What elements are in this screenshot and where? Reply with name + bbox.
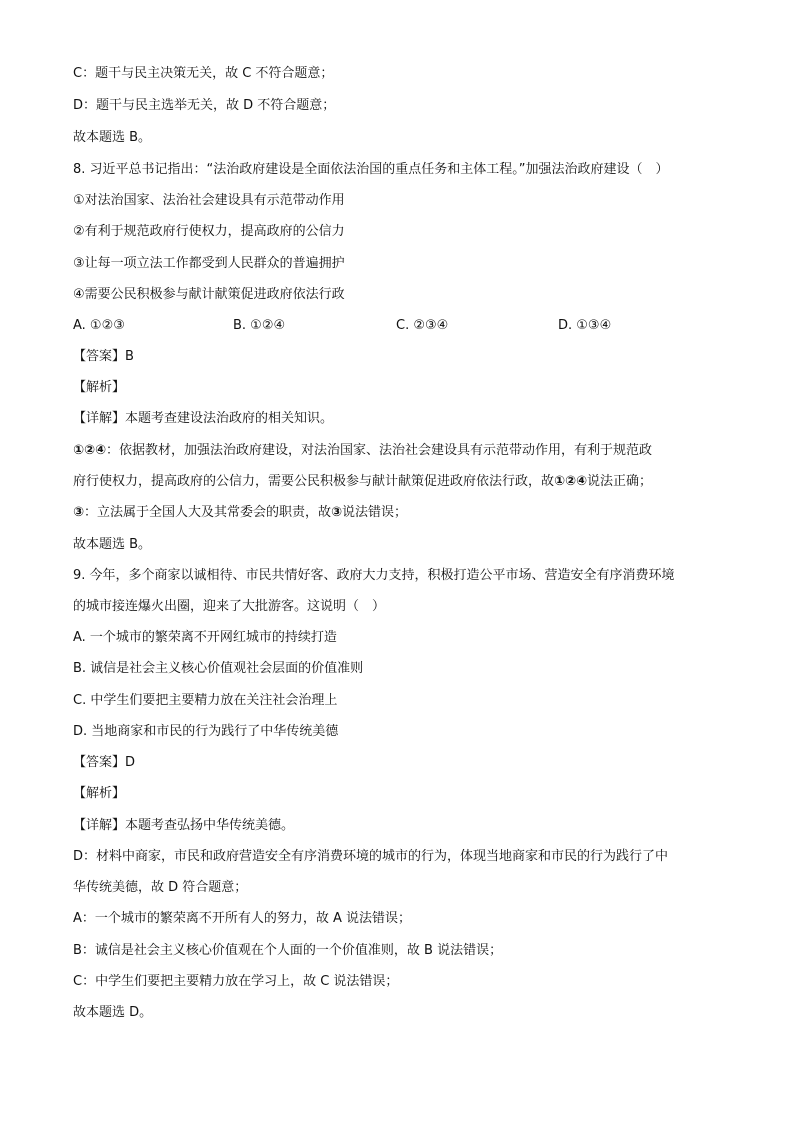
q8-explanation-2-head: ③ — [73, 505, 85, 520]
q8-analysis-label: 【解析】 — [73, 380, 126, 395]
q9-d-explanation-line-1: D：材料中商家，市民和政府营造安全有序消费环境的城市的行为，体现当地商家和市民的行为践行了中 — [73, 849, 669, 864]
q9-b-explanation: B：诚信是社会主义核心价值观在个人面的一个价值准则，故 B 说法错误； — [73, 943, 503, 958]
q8-explanation-2-tail: 说法错误； — [342, 505, 408, 520]
q8-explanation-1-cont-c: 说法正确； — [587, 474, 653, 489]
q9-option-b: B. 诚信是社会主义核心价值观社会层面的价值准则 — [73, 661, 364, 676]
q8-explanation-2-mid: ③ — [331, 505, 343, 520]
q9-stem-line-1: 9. 今年，多个商家以诚相待、市民共情好客、政府大力支持，积极打造公平市场、营造安全有序消费环境 — [73, 568, 675, 583]
q8-stem: 8. 习近平总书记指出：“法治政府建设是全面依法治国的重点任务和主体工程。”加强法治政府建设（ ） — [73, 162, 669, 177]
q8-statement-3: ③让每一项立法工作都受到人民群众的普遍拥护 — [73, 256, 345, 271]
q8-explanation-1-cont-b: ①②④ — [554, 474, 588, 489]
q8-option-b: B. ①②④ — [233, 318, 286, 333]
q8-explanation-1-cont — [73, 472, 652, 492]
q8-detail: 【详解】本题考查建设法治政府的相关知识。 — [73, 411, 334, 426]
q9-d-explanation-line-2: 华传统美德，故 D 符合题意； — [73, 880, 248, 895]
q9-detail: 【详解】本题考查弘扬中华传统美德。 — [73, 818, 295, 833]
q9-analysis-label: 【解析】 — [73, 786, 126, 801]
q8-option-a: A. ①②③ — [73, 318, 125, 333]
q8-option-d: D. ①③④ — [558, 318, 612, 333]
q8-explanation-1 — [73, 441, 652, 461]
q8-explanation-1-cont-a: 府行使权力，提高政府的公信力，需要公民积极参与献计献策促进政府依法行政，故 — [73, 474, 555, 489]
prev-option-d-explanation: D：题干与民主选举无关，故 D 不符合题意； — [73, 98, 336, 113]
q9-option-c: C. 中学生们要把主要精力放在关注社会治理上 — [73, 693, 338, 708]
q8-conclusion: 故本题选 B。 — [73, 537, 152, 552]
q9-stem-line-2: 的城市接连爆火出圈，迎来了大批游客。这说明（ ） — [73, 599, 386, 614]
q9-conclusion: 故本题选 D。 — [73, 1005, 153, 1020]
q8-statement-1: ①对法治国家、法治社会建设具有示范带动作用 — [73, 193, 345, 208]
q8-explanation-2-text: ：立法属于全国人大及其常委会的职责，故 — [84, 505, 332, 520]
q9-answer: 【答案】D — [73, 755, 136, 770]
q9-option-a: A. 一个城市的繁荣离不开网红城市的持续打造 — [73, 630, 337, 645]
q8-statement-4: ④需要公民积极参与献计献策促进政府依法行政 — [73, 287, 345, 302]
prev-conclusion: 故本题选 B。 — [73, 130, 152, 145]
q8-explanation-1-text: ：依据教材，加强法治政府建设，对法治国家、法治社会建设具有示范带动作用，有利于规范政 — [106, 443, 653, 458]
q9-a-explanation: A：一个城市的繁荣离不开所有人的努力，故 A 说法错误； — [73, 911, 412, 926]
q9-option-d: D. 当地商家和市民的行为践行了中华传统美德 — [73, 724, 339, 739]
q8-explanation-2 — [73, 503, 407, 523]
q9-c-explanation: C：中学生们要把主要精力放在学习上，故 C 说法错误； — [73, 974, 399, 989]
q8-option-c: C. ②③④ — [396, 318, 449, 333]
q8-statement-2: ②有利于规范政府行使权力，提高政府的公信力 — [73, 224, 345, 239]
q8-answer: 【答案】B — [73, 349, 134, 364]
q8-explanation-1-head: ①②④ — [73, 443, 107, 458]
prev-option-c-explanation: C：题干与民主决策无关，故 C 不符合题意； — [73, 66, 334, 81]
